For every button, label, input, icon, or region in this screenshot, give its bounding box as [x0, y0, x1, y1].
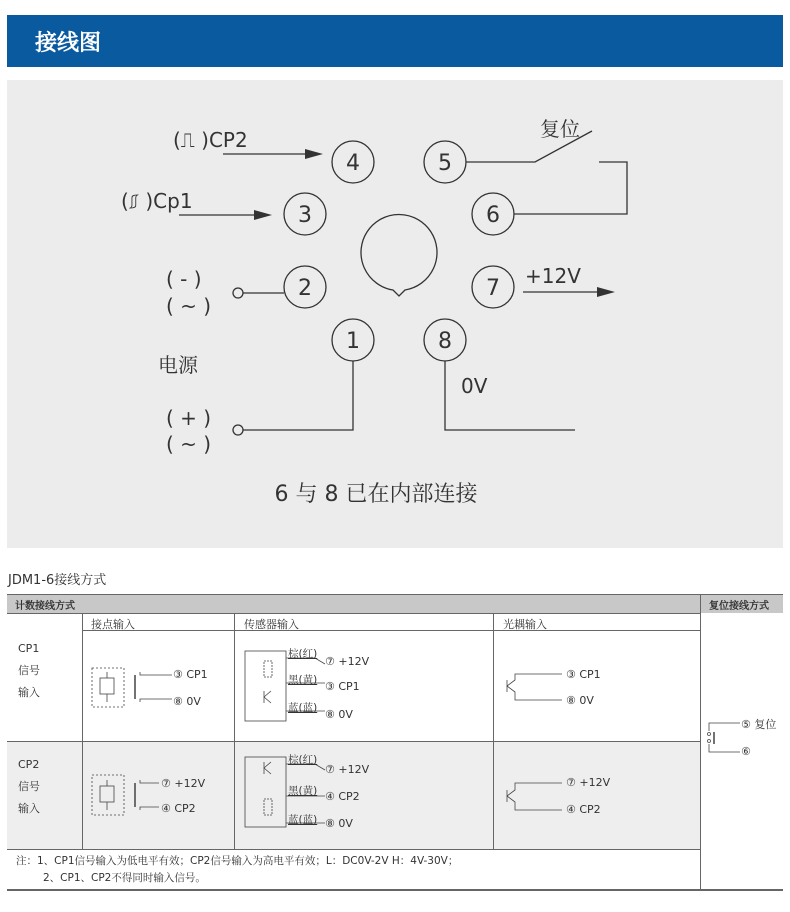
- row1-sensor-wire-blue: 蓝(蓝): [288, 702, 318, 714]
- count-wiring-header: 计数接线方式: [15, 601, 75, 612]
- pin-8-label: 8: [438, 329, 452, 354]
- row1-sensor-terminal-c: ⑧ 0V: [325, 708, 353, 721]
- wiring-table-svg: [7, 594, 783, 891]
- row2-label-line: 输入: [18, 802, 40, 815]
- cp2-arrowhead: [305, 149, 323, 159]
- row1-contact-terminal-b: ⑧ 0V: [173, 695, 201, 708]
- col-header-contact: 接点输入: [91, 618, 135, 631]
- socket-key: [361, 214, 437, 296]
- row2-label-line: 信号: [18, 780, 40, 793]
- pin-3-label: 3: [298, 203, 312, 228]
- zero-v-label: 0V: [461, 374, 488, 398]
- row1-label-line: CP1: [18, 642, 40, 655]
- row2-sensor-wire-black: 黑(黄): [288, 785, 318, 797]
- row1-label-line: 输入: [18, 686, 40, 699]
- table-note-1: 注：1、CP1信号输入为低电平有效；CP2信号输入为高电平有效；L：DC0V-2V H：4V-30V；: [16, 855, 459, 867]
- row1-label: [18, 638, 40, 704]
- row1-optocoupler-symbol: [507, 674, 562, 700]
- reset-wiring-header: 复位接线方式: [709, 601, 769, 612]
- row1-sensor-terminal-a: ⑦ +12V: [325, 655, 370, 668]
- row1-contact-terminal-a: ③ CP1: [173, 668, 208, 681]
- row2-optocoupler-terminal-a: ⑦ +12V: [566, 776, 611, 789]
- section-header: [7, 15, 783, 67]
- reset-wire: [466, 131, 627, 214]
- neg-sign-label: ( - ): [166, 267, 202, 291]
- row2-sensor-terminal-c: ⑧ 0V: [325, 817, 353, 830]
- table-note-2: 2、CP1、CP2不得同时输入信号。: [43, 872, 206, 884]
- pin-2-label: 2: [298, 276, 312, 301]
- col-header-optocoupler: 光耦输入: [503, 618, 547, 631]
- row1-contact-symbol: [92, 668, 172, 707]
- col-header-sensor: 传感器输入: [244, 618, 299, 631]
- power-terminal-pos: [233, 425, 243, 435]
- wiring-diagram: [7, 80, 783, 548]
- row1-sensor-terminal-b: ③ CP1: [325, 680, 360, 693]
- cp1-arrowhead: [254, 210, 272, 220]
- row1-optocoupler-terminal-a: ③ CP1: [566, 668, 601, 681]
- row2-sensor-terminal-b: ④ CP2: [325, 790, 360, 803]
- row2-sensor-wire-blue: 蓝(蓝): [288, 814, 318, 826]
- row1-optocoupler-terminal-b: ⑧ 0V: [566, 694, 594, 707]
- wiring-table-title: JDM1-6接线方式: [8, 573, 107, 588]
- cp1-label: (⎎ )Cp1: [121, 189, 193, 213]
- row2-sensor-terminal-a: ⑦ +12V: [325, 763, 370, 776]
- pin-5-label: 5: [438, 151, 452, 176]
- wiring-table: [7, 594, 783, 891]
- row2-contact-terminal-b: ④ CP2: [161, 802, 196, 815]
- ac-sign-label-top: ( ~ ): [166, 294, 212, 318]
- internal-connection-note: 6 与 8 已在内部连接: [274, 482, 478, 507]
- reset-label: 复位: [540, 117, 580, 141]
- wiring-diagram-svg: [7, 80, 783, 548]
- pos-sign-label: ( + ): [166, 406, 212, 430]
- power-terminal-neg: [233, 288, 243, 298]
- plus12v-arrowhead: [597, 287, 615, 297]
- reset-terminal-5: ⑤ 复位: [741, 718, 777, 731]
- cp2-label: (⎍ )CP2: [173, 128, 248, 152]
- power-wire-1: [243, 361, 353, 430]
- pin-6-label: 6: [486, 203, 500, 228]
- row1-sensor-wire-black: 黑(黄): [288, 674, 318, 686]
- row1-sensor-wire-brown: 棕(红): [288, 648, 318, 660]
- pin-1-label: 1: [346, 329, 360, 354]
- reset-wiring-symbol: [708, 723, 741, 752]
- row2-label-line: CP2: [18, 758, 40, 771]
- row2-optocoupler-terminal-b: ④ CP2: [566, 803, 601, 816]
- row1-label-line: 信号: [18, 664, 40, 677]
- plus12v-label: +12V: [525, 264, 581, 288]
- reset-terminal-6: ⑥: [741, 745, 751, 758]
- power-label: 电源: [158, 353, 198, 377]
- row2-sensor-wire-brown: 棕(红): [288, 754, 318, 766]
- ac-sign-label-bottom: ( ~ ): [166, 432, 212, 456]
- pin-7-label: 7: [486, 276, 500, 301]
- row2-label: [18, 754, 40, 820]
- pin-4-label: 4: [346, 151, 360, 176]
- row2-contact-terminal-a: ⑦ +12V: [161, 777, 206, 790]
- section-title: 接线图: [35, 31, 102, 56]
